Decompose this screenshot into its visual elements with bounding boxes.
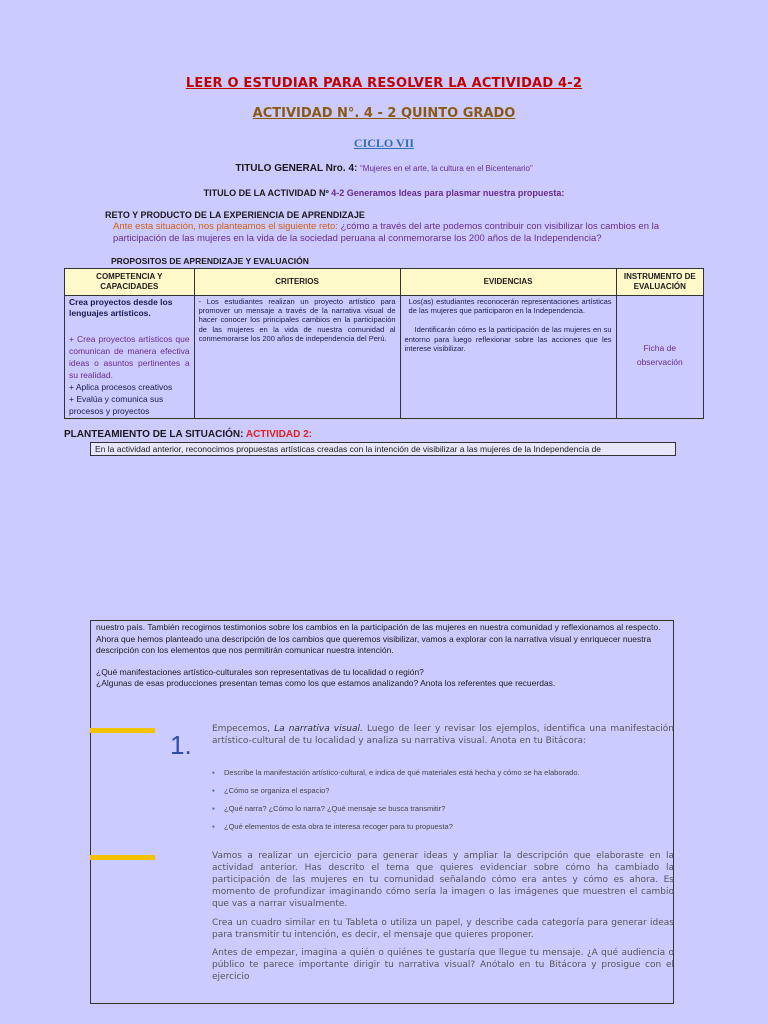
yellow-bar-2 — [90, 855, 155, 860]
step2-p2: Crea un cuadro similar en tu Tableta o utiliza un papel, y describe cada categoría para generar ideas para transmitir tu intención, es decir, el mensaje que quieres proponer. — [212, 918, 674, 940]
continuation-q1: ¿Qué manifestaciones artístico-culturales son representativas de tu localidad o región? — [96, 666, 424, 677]
continuation-text — [96, 622, 668, 690]
list-item — [212, 804, 674, 813]
titulo-actividad-label: TITULO DE LA ACTIVIDAD Nº — [203, 188, 332, 198]
evidencia-2: Identificarán cómo es la participación de las mujeres en su entorno para luego reflexionar sobre las acciones que les interese visibilizar. — [404, 325, 612, 353]
list-item — [212, 822, 674, 831]
criterio-text: - Los estudiantes realizan un proyecto artístico para promover un mensaje a través de la narrativa visual de hacer conocer los principales cambios en la participación de las mujeres en la vida de nuestra comunidad al conmemorarse los 200 años de independencia del Perú. — [198, 297, 396, 343]
titulo-actividad-value: 4-2 Generamos Ideas para plasmar nuestra propuesta: — [331, 188, 565, 198]
bullet-icon: ▪ — [212, 786, 215, 795]
planteamiento-activity: ACTIVIDAD 2: — [245, 429, 312, 440]
bullet-icon: ▪ — [212, 768, 215, 777]
bullet-text: Describe la manifestación artístico-cultural, e indica de qué materiales está hecha y cómo se ha elaborado. — [224, 768, 580, 777]
reto-question: ¿cómo a través del arte podemos contribuir con visibilizar los cambios en la participación de las mujeres en la vida de la sociedad peruana al conmemorarse los 200 años de la Independencia? — [113, 221, 660, 244]
evidencia-1: Los(as) estudiantes reconocerán representaciones artísticas de las mujeres que participaron en la Independencia. — [408, 297, 612, 316]
cell-evidencias — [400, 296, 616, 419]
competencia-paragraph: + Crea proyectos artísticos que comunican de manera efectiva ideas o asuntos pertinentes a su realidad. — [69, 334, 190, 380]
bullet-text: ¿Qué narra? ¿Cómo lo narra? ¿Qué mensaje se busca transmitir? — [224, 804, 446, 813]
continuation-q2: ¿Algunas de esas producciones presentan temas como los que estamos analizando? Anota los referentes que recuerdas. — [96, 678, 556, 688]
header-instrumento: INSTRUMENTO DE EVALUACIÓN — [616, 269, 703, 296]
bullet-icon: ▪ — [212, 804, 215, 813]
reto-text — [113, 221, 673, 245]
list-item — [212, 786, 674, 795]
reto-lead: Ante esta situación, nos planteamos el siguiente reto: — [113, 221, 341, 232]
cell-competencia — [65, 296, 195, 419]
step1-intro-a: Empecemos, — [212, 724, 275, 734]
header-criterios: CRITERIOS — [194, 269, 400, 296]
cell-criterio — [194, 296, 400, 419]
titulo-general-label: TITULO GENERAL Nro. 4: — [235, 163, 361, 174]
step1-intro-b: Luego de leer y revisar los ejemplos, identifica una manifestación artístico-cultural de tu localidad y analiza su narrativa visual. Anota en tu Bitácora: — [212, 724, 674, 746]
competencia-title: Crea proyectos desde los lenguajes artísticos. — [69, 297, 173, 318]
planteamiento-box: En la actividad anterior, reconocimos propuestas artísticas creadas con la intención de visibilizar a las mujeres de la Independencia de — [90, 442, 676, 456]
yellow-bar-1 — [90, 728, 155, 733]
reto-heading: RETO Y PRODUCTO DE LA EXPERIENCIA DE APRENDIZAJE — [105, 210, 365, 220]
header-evidencias: EVIDENCIAS — [400, 269, 616, 296]
table-header-row — [65, 269, 704, 296]
propositos-heading: PROPOSITOS DE APRENDIZAJE Y EVALUACIÓN — [111, 256, 309, 266]
activity-title: ACTIVIDAD N°. 4 - 2 QUINTO GRADO — [252, 106, 516, 121]
step1-intro-em: La narrativa visual. — [274, 724, 363, 734]
planteamiento-heading — [64, 429, 312, 440]
titulo-general — [0, 163, 768, 174]
step2-p1: Vamos a realizar un ejercicio para generar ideas y ampliar la descripción que elaboraste en la actividad anterior. Has descrito el tema que quieres evidenciar sobre cómo ha cambiado la participación de las mujeres en tu comunidad señalando cómo era antes y cómo es ahora. Es momento de profundizar imaginando cómo sería la imagen o las imágenes que muestren el cambio que vas a narrar visualmente. — [212, 851, 674, 909]
bullet-text: ¿Cómo se organiza el espacio? — [224, 786, 330, 795]
step-number: 1. — [170, 730, 192, 760]
bullet-icon: ▪ — [212, 822, 215, 831]
step1-intro — [212, 723, 674, 747]
instrumento-text: Ficha de observación — [636, 343, 683, 367]
competencia-item: + Evalúa y comunica sus procesos y proyectos — [69, 394, 164, 416]
propositos-table — [64, 268, 704, 419]
titulo-general-value: “Mujeres en el arte, la cultura en el Bicentenario” — [360, 164, 533, 173]
titulo-actividad — [0, 188, 768, 198]
competencia-item: + Aplica procesos creativos — [69, 382, 173, 392]
table-row — [65, 296, 704, 419]
ciclo-label: CICLO VII — [353, 136, 415, 150]
list-item — [212, 768, 674, 777]
cell-instrumento — [616, 296, 703, 419]
step2-p3: Antes de empezar, imagina a quién o quiénes te gustaría que llegue tu mensaje. ¿A qué audiencia o público te parece importante dirigir tu narrativa visual? Anótalo en tu Bitácora y prosigue con el ejercicio — [212, 948, 674, 982]
continuation-p2: Ahora que hemos planteado una descripción de los cambios que queremos visibilizar, vamos a explorar con la narrativa visual y enriquecer nuestra descripción con los elementos que nos permitirán comunicar nuestra intención. — [96, 633, 652, 655]
continuation-p1: nuestro país. También recogimos testimonios sobre los cambios en la participación de las mujeres en nuestra comunidad y reflexionamos al respecto. — [96, 622, 661, 632]
bullet-text: ¿Qué elementos de esta obra te interesa recoger para tu propuesta? — [224, 822, 453, 831]
planteamiento-label: PLANTEAMIENTO DE LA SITUACIÓN: — [64, 429, 246, 440]
header-competencia: COMPETENCIA Y CAPACIDADES — [65, 269, 195, 296]
page-title: LEER O ESTUDIAR PARA RESOLVER LA ACTIVIDAD 4-2 — [185, 76, 583, 91]
